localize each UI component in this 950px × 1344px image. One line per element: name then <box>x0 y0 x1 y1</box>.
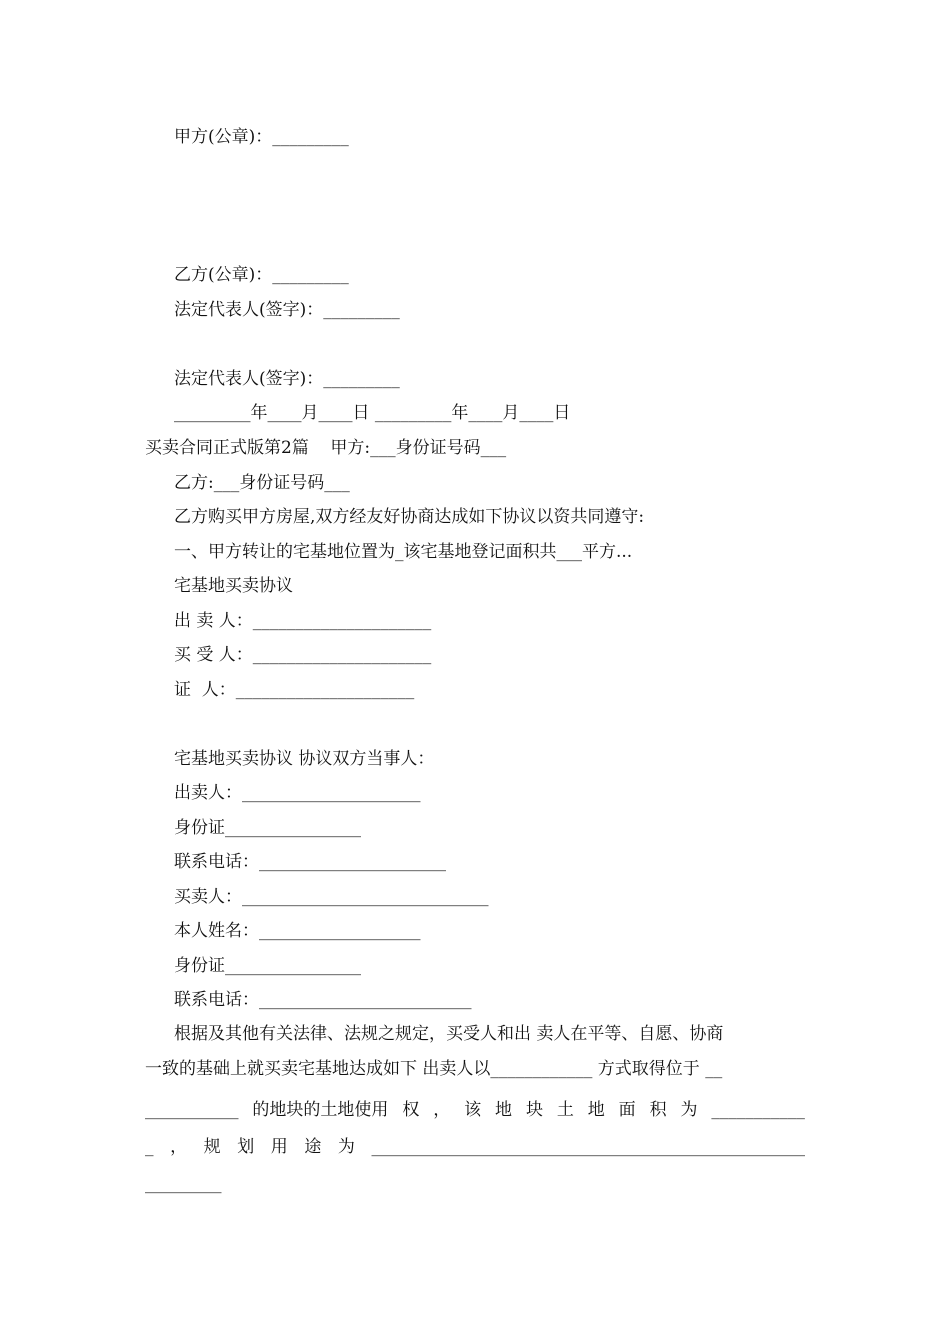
text-segment: ___________ <box>145 1100 239 1120</box>
body-paragraph-line-2: 一致的基础上就买卖宅基地达成如下 出卖人以____________ 方式取得位于 __ <box>145 1059 723 1079</box>
text-segment: _ <box>145 1137 154 1157</box>
text-segment: ， <box>433 1100 451 1120</box>
witness-line: 证 人：_____________________ <box>174 680 415 700</box>
party-b-id-line: 乙方:___身份证号码___ <box>174 473 350 493</box>
body-paragraph-line-4 <box>145 1136 805 1158</box>
text-segment: 积 <box>649 1100 667 1120</box>
party-a-seal-line: 甲方(公章)：_________ <box>174 127 349 147</box>
text-segment: 途 <box>304 1137 322 1157</box>
text-segment: 划 <box>237 1137 255 1157</box>
section-title: 宅基地买卖协议 <box>174 576 293 596</box>
clause-one-line: 一、甲方转让的宅基地位置为_该宅基地登记面积共___平方... <box>174 542 633 562</box>
text-segment: 该 <box>464 1100 482 1120</box>
party-b-seal-line: 乙方(公章)：_________ <box>174 265 349 285</box>
text-segment: 用 <box>270 1137 288 1157</box>
body-paragraph-line-1: 根据及其他有关法律、法规之规定，买受人和出 卖人在平等、自愿、协商 <box>174 1024 724 1044</box>
agreement-intro-line: 乙方购买甲方房屋,双方经友好协商达成如下协议以资共同遵守: <box>174 507 645 527</box>
text-segment: 为 <box>337 1137 355 1157</box>
seller-phone-line: 联系电话：______________________ <box>174 852 446 872</box>
seller-line: 出 卖 人：_____________________ <box>174 611 432 631</box>
text-segment: 面 <box>618 1100 636 1120</box>
text-segment: 土 <box>556 1100 574 1120</box>
seller-name-line: 出卖人：_____________________ <box>174 783 421 803</box>
date-line: _________年____月____日 _________年____月____日 <box>174 403 571 423</box>
text-segment: 地 <box>495 1100 513 1120</box>
text-segment: 权 <box>402 1100 420 1120</box>
seller-id-line: 身份证________________ <box>174 818 361 838</box>
text-segment: 块 <box>525 1100 543 1120</box>
text-segment: 为 <box>680 1100 698 1120</box>
text-segment: 的地块的土地使用 <box>252 1100 389 1120</box>
text-segment: ， <box>170 1137 188 1157</box>
legal-rep-signature-line-2: 法定代表人(签字)：_________ <box>174 369 400 389</box>
body-paragraph-line-3 <box>145 1099 805 1121</box>
parties-heading: 宅基地买卖协议 协议双方当事人： <box>174 749 435 769</box>
person-name-line: 本人姓名：___________________ <box>174 921 421 941</box>
legal-rep-signature-line: 法定代表人(签字)：_________ <box>174 300 400 320</box>
text-segment: ___________________________________________________ <box>371 1137 805 1157</box>
text-segment: ___________ <box>711 1100 805 1120</box>
text-segment: 规 <box>203 1137 221 1157</box>
buyer-name-line: 买卖人：_____________________________ <box>174 887 489 907</box>
buyer-id-line: 身份证________________ <box>174 956 361 976</box>
buyer-line: 买 受 人：_____________________ <box>174 645 432 665</box>
buyer-phone-line: 联系电话：_________________________ <box>174 990 472 1010</box>
text-segment: 地 <box>587 1100 605 1120</box>
body-paragraph-line-5: _________ <box>145 1174 222 1194</box>
contract-heading-line: 买卖合同正式版第2篇 甲方:___身份证号码___ <box>145 438 507 458</box>
